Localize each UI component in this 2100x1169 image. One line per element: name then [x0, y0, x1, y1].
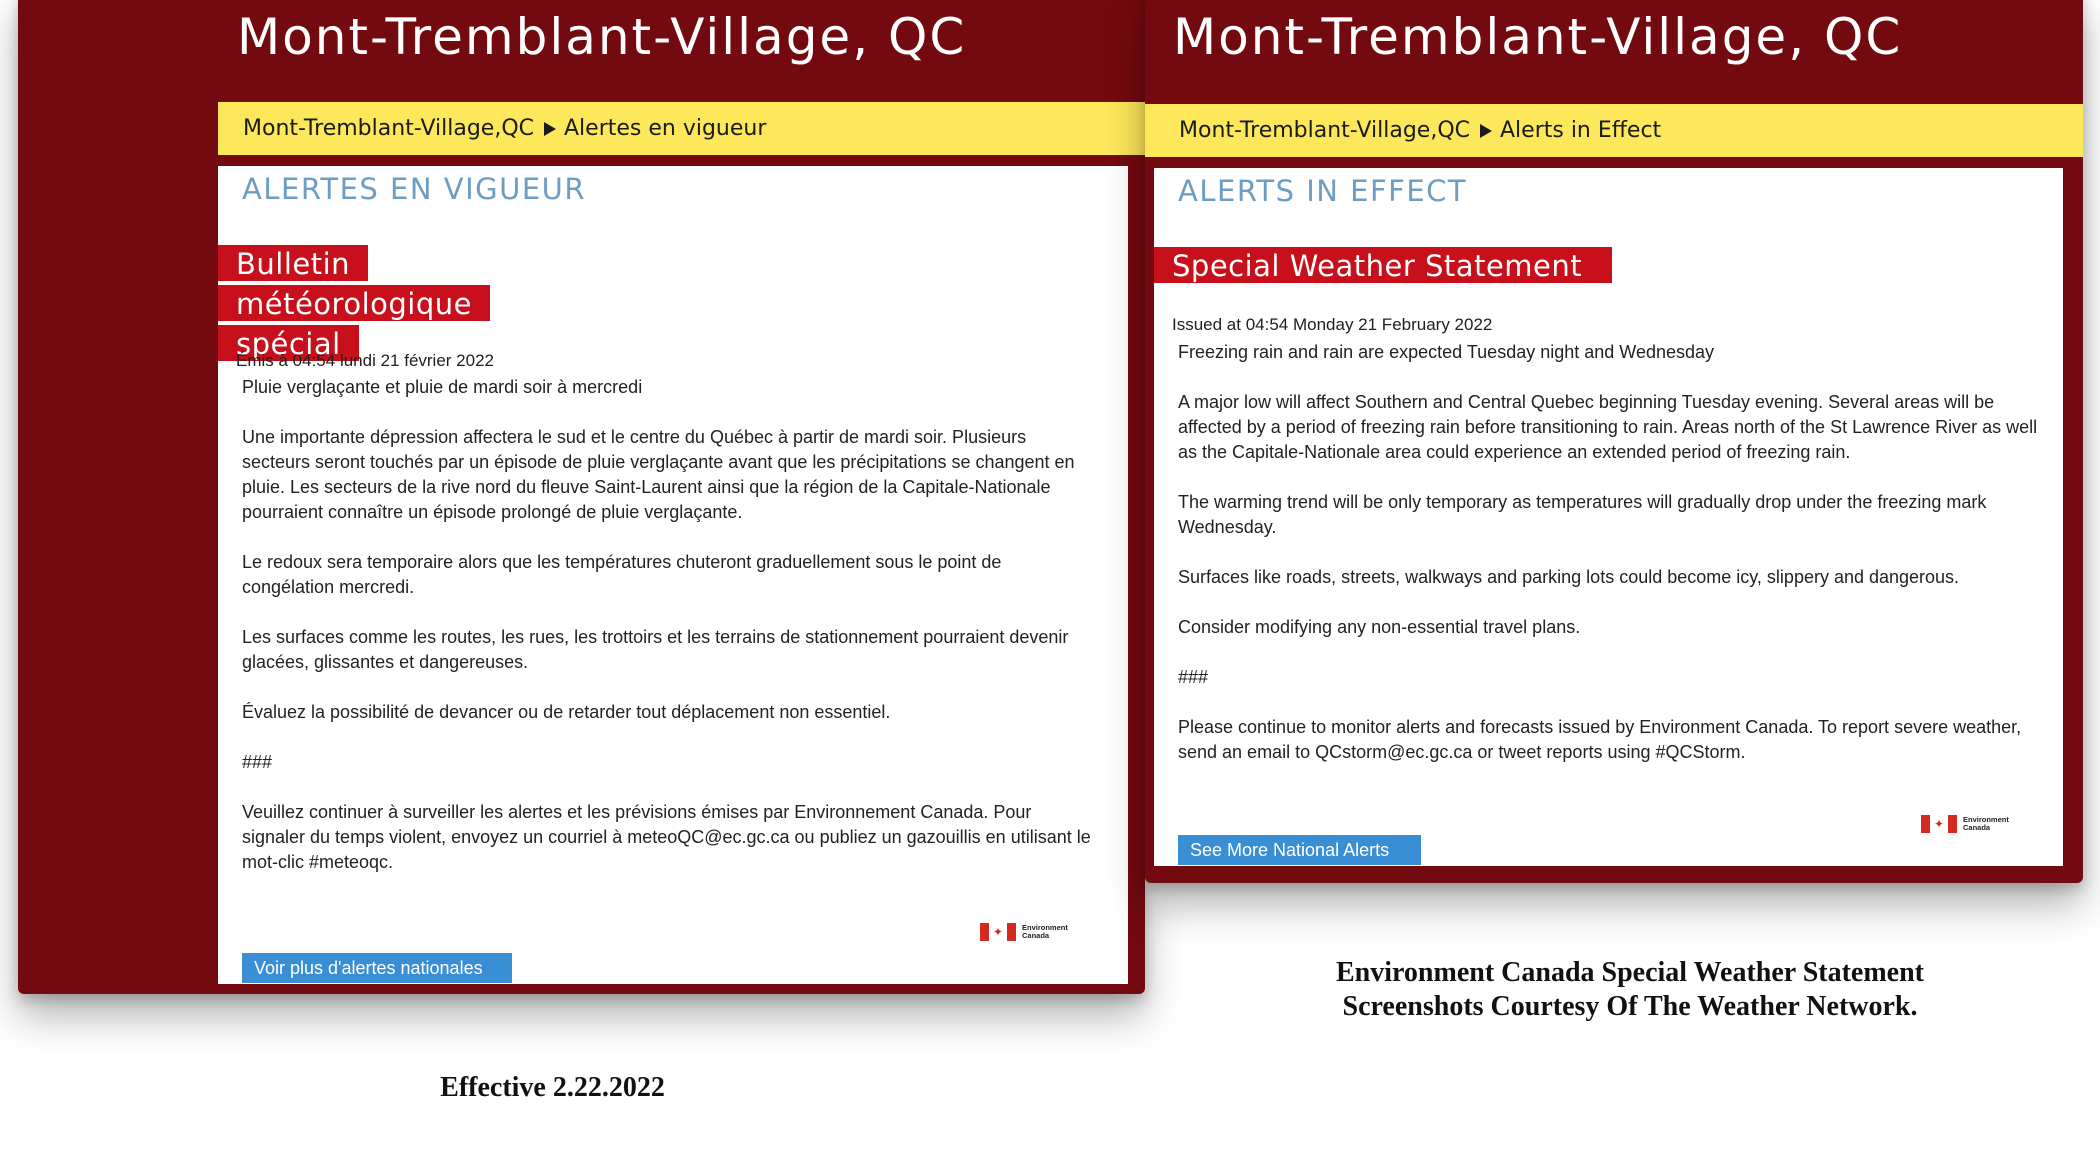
alert-paragraph: Les surfaces comme les routes, les rues, les trottoirs et les terrains de stationnement pourraient devenir glacées, glissantes et dangereuses. [242, 627, 1069, 672]
effective-date-caption: Effective 2.22.2022 [440, 1072, 665, 1103]
canada-flag-icon: ✦ [1921, 815, 1957, 833]
alert-paragraph: ### [1178, 667, 1209, 687]
city-title: Mont-Tremblant-Village, QC [237, 8, 967, 66]
environment-canada-logo [1921, 815, 2009, 833]
issued-timestamp: Émis à 04:54 lundi 21 février 2022 [236, 351, 494, 370]
city-title: Mont-Tremblant-Village, QC [1173, 8, 1903, 66]
alert-body [1178, 340, 2043, 790]
breadcrumb-current-page: Alerts in Effect [1500, 118, 1662, 143]
english-alert-panel [1145, 0, 2083, 883]
alert-paragraph: Consider modifying any non-essential travel plans. [1178, 617, 1581, 637]
alert-paragraph: Freezing rain and rain are expected Tuesday night and Wednesday [1178, 342, 1715, 362]
issued-timestamp: Issued at 04:54 Monday 21 February 2022 [1172, 315, 1493, 334]
breadcrumb-current-page: Alertes en vigueur [564, 116, 767, 141]
french-alert-panel [18, 0, 1145, 994]
alert-type-label: Special Weather Statement [1154, 247, 1612, 283]
alert-paragraph: Évaluez la possibilité de devancer ou de retarder tout déplacement non essentiel. [242, 702, 891, 722]
credit-caption [1250, 956, 2010, 1024]
credit-caption-line: Environment Canada Special Weather Statement [1335, 957, 1924, 988]
alert-paragraph: Please continue to monitor alerts and forecasts issued by Environment Canada. To report severe weather, send an email to QCstorm@ec.gc.ca or tweet reports using #QCStorm. [1178, 717, 2022, 762]
breadcrumb-arrow-icon [544, 122, 556, 136]
alert-paragraph: ### [242, 752, 273, 772]
alerts-heading: ALERTS IN EFFECT [1178, 174, 1468, 208]
alert-body [242, 375, 1092, 900]
alert-paragraph: Une importante dépression affectera le sud et le centre du Québec à partir de mardi soir. Plusieurs secteurs seront touchés par un épisode de pluie verglaçante avant que les précipitations se changent en pluie. Les secteurs de la rive nord du fleuve Saint-Laurent ainsi que la région de la Capitale-Nationale pourraient connaître un épisode prolongé de pluie verglaçante. [242, 427, 1075, 522]
alert-paragraph: Veuillez continuer à surveiller les alertes et les prévisions émises par Environnement Canada. Pour signaler du temps violent, envoyez un courriel à meteoQC@ec.gc.ca ou publiez un gazouillis en utilisant le mot-clic #meteoqc. [242, 802, 1091, 872]
breadcrumb-arrow-icon [1480, 124, 1492, 138]
alert-paragraph: The warming trend will be only temporary as temperatures will gradually drop under the freezing mark Wednesday. [1178, 492, 1987, 537]
alert-paragraph: Surfaces like roads, streets, walkways and parking lots could become icy, slippery and dangerous. [1178, 567, 1960, 587]
breadcrumb-location[interactable]: Mont-Tremblant-Village,QC [243, 116, 534, 141]
alert-type-banner [1154, 246, 1612, 286]
breadcrumb [1145, 104, 2083, 157]
breadcrumb-location[interactable]: Mont-Tremblant-Village,QC [1179, 118, 1470, 143]
canada-flag-icon: ✦ [980, 923, 1016, 941]
breadcrumb [218, 102, 1145, 155]
credit-caption-line: Screenshots Courtesy Of The Weather Network. [1342, 991, 1918, 1022]
alert-card [218, 166, 1128, 984]
logo-text-line: Canada [1963, 823, 1991, 832]
alert-paragraph: Pluie verglaçante et pluie de mardi soir à mercredi [242, 377, 643, 397]
alert-type-label: Bulletin météorologique spécial [218, 245, 490, 361]
alert-paragraph: Le redoux sera temporaire alors que les températures chuteront graduellement sous le point de congélation mercredi. [242, 552, 1002, 597]
more-national-alerts-button[interactable]: Voir plus d'alertes nationales [242, 953, 512, 983]
more-national-alerts-button[interactable]: See More National Alerts [1178, 835, 1421, 865]
logo-text-line: Canada [1022, 931, 1050, 940]
logo-text-line: Environment [1022, 923, 1068, 932]
alert-card [1154, 168, 2063, 866]
alert-paragraph: A major low will affect Southern and Central Quebec beginning Tuesday evening. Several areas will be affected by a period of freezing rain before transitioning to rain. Areas north of the St Lawrence River as well as the Capitale-Nationale area could experience an extended period of freezing rain. [1178, 392, 2038, 462]
logo-text-line: Environment [1963, 815, 2009, 824]
alerts-heading: ALERTES EN VIGUEUR [242, 172, 587, 206]
environment-canada-logo [980, 923, 1068, 941]
alert-type-banner [218, 244, 548, 364]
